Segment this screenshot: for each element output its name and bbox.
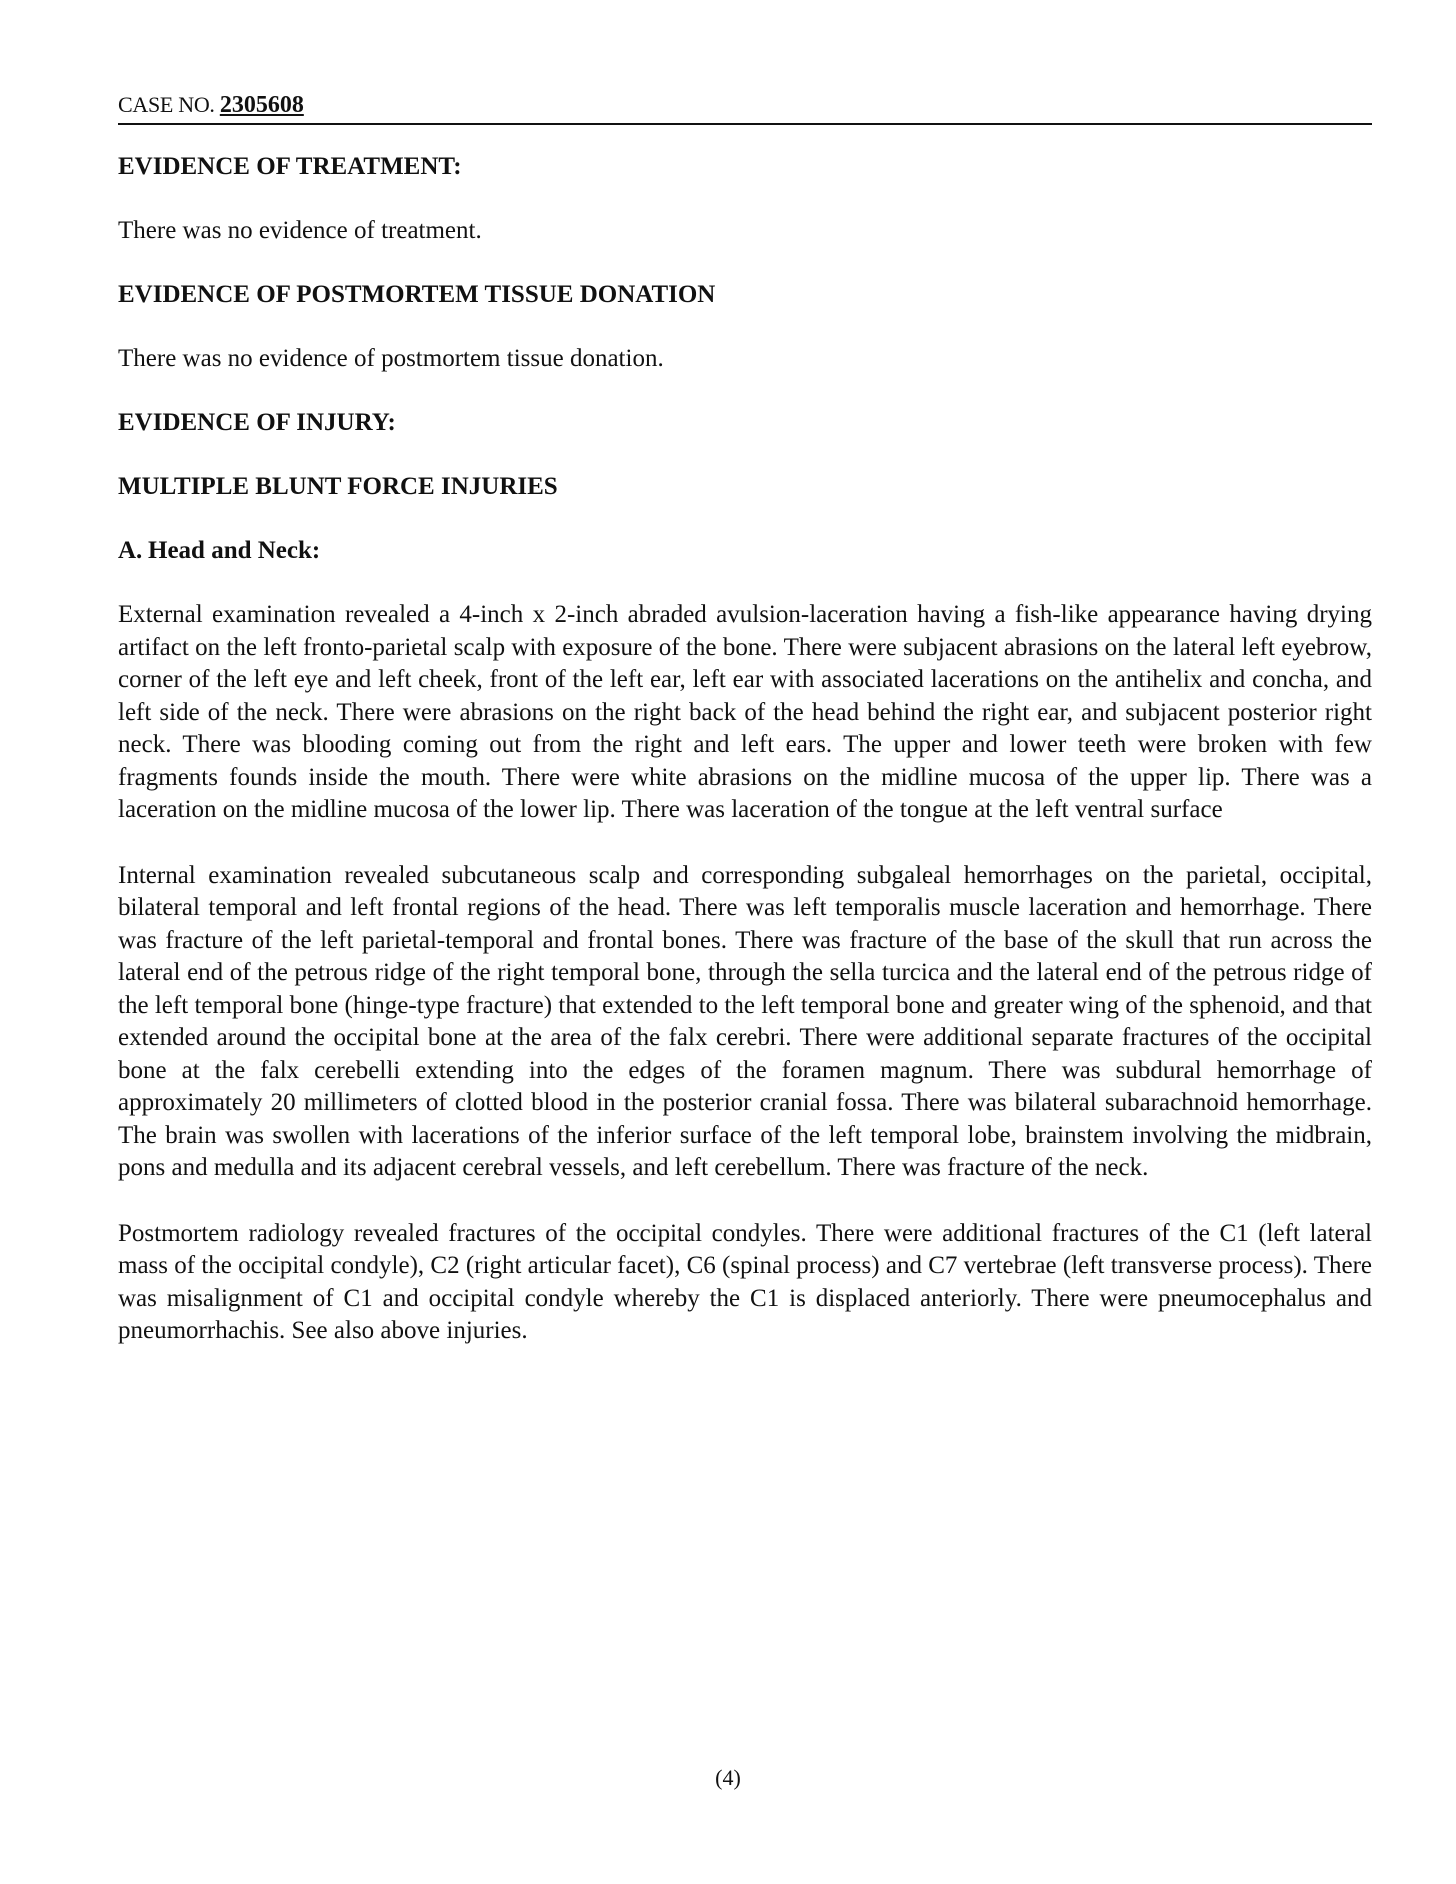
injury-subheading: MULTIPLE BLUNT FORCE INJURIES [118,473,558,500]
radiology-paragraph: Postmortem radiology revealed fractures of the occipital condyles. There were additional fractures of the C1 (left lateral mass of the occipital condyle), C2 (right articular facet), C6 (spinal process) and C7 vertebrae (left transverse process). There was misalignment of C1 and occipital condyle whereby the C1 is displaced anteriorly. There were pneumocephalus and pneumorrhachis. See also above injuries. [118,1219,1372,1344]
page-content [118,150,1372,1348]
internal-examination-paragraph: Internal examination revealed subcutaneous scalp and corresponding subgaleal hemorrhages on the parietal, occipital, bilateral temporal and left frontal regions of the head. There was left temporalis muscle laceration and hemorrhage. There was fracture of the left parietal-temporal and frontal bones. There was fracture of the base of the skull that run across the lateral end of the petrous ridge of the right temporal bone, through the sella turcica and the lateral end of the petrous ridge of the left temporal bone (hinge-type fracture) that extended to the left temporal bone and greater wing of the sphenoid, and that extended around the occipital bone at the area of the falx cerebri. There were additional separate fractures of the occipital bone at the falx cerebelli extending into the edges of the foramen magnum. There was subdural hemorrhage of approximately 20 millimeters of clotted blood in the posterior cranial fossa. There was bilateral subarachnoid hemorrhage. The brain was swollen with lacerations of the inferior surface of the left temporal lobe, brainstem involving the midbrain, pons and medulla and its adjacent cerebral vessels, and left cerebellum. There was fracture of the neck. [118,861,1372,1181]
donation-heading: EVIDENCE OF POSTMORTEM TISSUE DONATION [118,281,716,308]
case-number-label: CASE NO. [118,92,220,117]
treatment-text: There was no evidence of treatment. [118,217,482,244]
section-title: Head and Neck: [148,537,321,564]
section-letter: A. [118,537,143,564]
page-header [118,91,1372,125]
injury-heading: EVIDENCE OF INJURY: [118,409,396,436]
case-number: 2305608 [219,92,304,118]
head-neck-heading [118,534,1372,568]
external-examination-paragraph: External examination revealed a 4-inch x 2-inch abraded avulsion-laceration having a fish-like appearance having drying artifact on the left fronto-parietal scalp with exposure of the bone. There were subjacent abrasions on the lateral left eyebrow, corner of the left eye and left cheek, front of the left ear, left ear with associated lacerations on the antihelix and concha, and left side of the neck. There were abrasions on the right back of the head behind the right ear, and subjacent posterior right neck. There was blooding coming out from the right and left ears. The upper and lower teeth were broken with few fragments founds inside the mouth. There were white abrasions on the midline mucosa of the upper lip. There was a laceration on the midline mucosa of the lower lip. There was laceration of the tongue at the left ventral surface [118,601,1372,823]
page-number: (4) [715,1765,741,1790]
donation-text: There was no evidence of postmortem tissue donation. [118,345,664,372]
treatment-heading: EVIDENCE OF TREATMENT: [118,153,462,180]
